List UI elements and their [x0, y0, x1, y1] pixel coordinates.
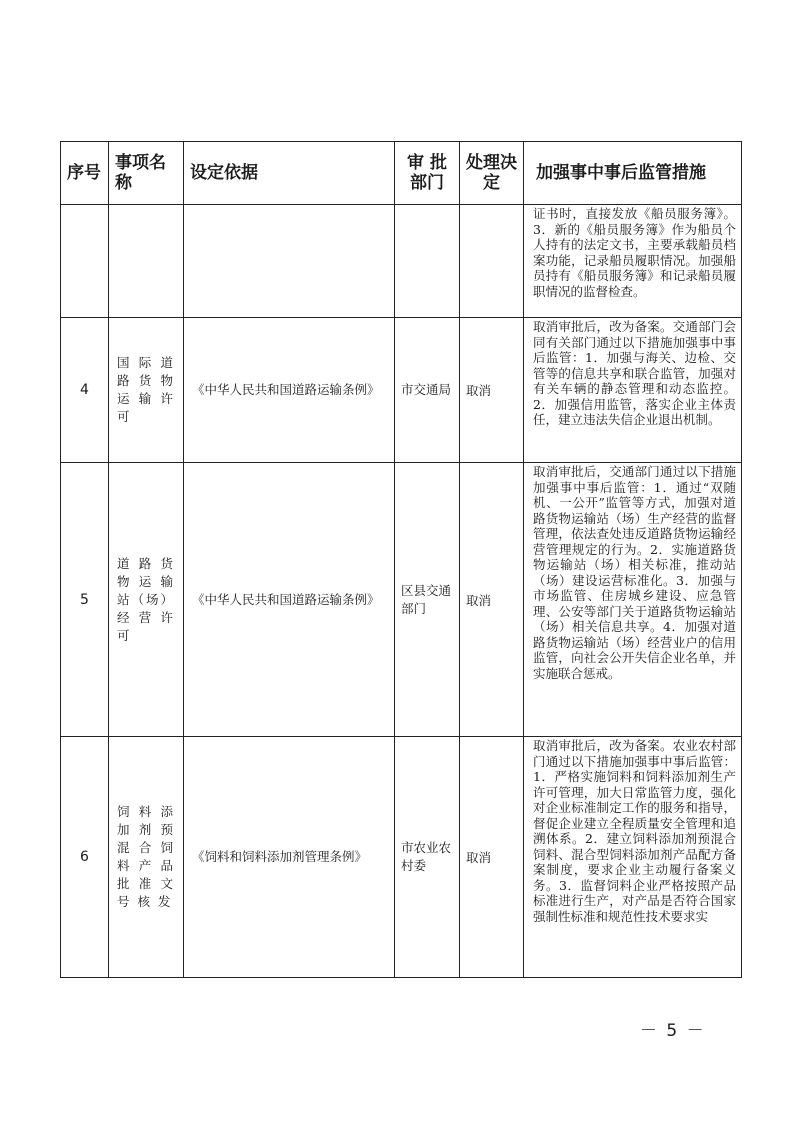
row-number: 5: [61, 463, 109, 737]
supervision-measures: 取消审批后，改为备案。交通部门会同有关部门通过以下措施加强事中事后监管：1．加强与海关、边检、交管等的信息共享和联合监管，加强对有关车辆的静态管理和动态监控。2．加强信用监管，落实企业主体责任，建立违法失信企业退出机制。: [524, 318, 742, 463]
header-decision: 处理决定: [460, 142, 524, 205]
header-row: [61, 142, 742, 205]
legal-basis: [184, 205, 395, 318]
item-name: 国 际 道 路 货 物 运 输 许 可: [109, 318, 184, 463]
header-basis: 设定依据: [184, 142, 395, 205]
approval-table: [60, 141, 742, 978]
decision: 取消: [460, 463, 524, 737]
decision: 取消: [460, 318, 524, 463]
approval-dept: 区县交通部门: [395, 463, 460, 737]
approval-dept: 市农业农村委: [395, 737, 460, 978]
page-number: － 5 －: [640, 1021, 706, 1041]
header-seq: 序号: [61, 142, 109, 205]
legal-basis: 《中华人民共和国道路运输条例》: [184, 318, 395, 463]
approval-dept: 市交通局: [395, 318, 460, 463]
header-name: 事项名称: [109, 142, 184, 205]
item-name: 道 路 货 物 运 输 站（场）经 营 许 可: [109, 463, 184, 737]
table-row: [61, 737, 742, 978]
table-row: [61, 318, 742, 463]
item-name: [109, 205, 184, 318]
header-measures: 加强事中事后监管措施: [524, 142, 742, 205]
approval-dept: [395, 205, 460, 318]
supervision-measures: 取消审批后，改为备案。农业农村部门通过以下措施加强事中事后监管：1．严格实施饲料和饲料添加剂生产许可管理，加大日常监管力度，强化对企业标准制定工作的服务和指导，督促企业建立全程质量安全管理和追溯体系。2．建立饲料添加剂预混合饲料、混合型饲料添加剂产品配方备案制度，要求企业主动履行备案义务。3．监督饲料企业严格按照产品标准进行生产，对产品是否符合国家强制性标准和规范性技术要求实: [524, 737, 742, 978]
row-number: 6: [61, 737, 109, 978]
supervision-measures: 取消审批后，交通部门通过以下措施加强事中事后监管：1．通过“双随机、一公开”监管等方式，加强对道路货物运输站（场）生产经营的监督管理，依法查处违反道路货物运输经营管理规定的行为。2．实施道路货物运输站（场）相关标准，推动站（场）建设运营标准化。3．加强与市场监管、住房城乡建设、应急管理、公安等部门关于道路货物运输站（场）相关信息共享。4．加强对道路货物运输站（场）经营业户的信用监管，向社会公开失信企业名单，并实施联合惩戒。: [524, 463, 742, 737]
item-name: 饲 料 添 加 剂 预 混 合 饲 料 产 品 批 准 文 号 核 发: [109, 737, 184, 978]
header-dept: 审 批部门: [395, 142, 460, 205]
supervision-measures: 证书时，直接发放《船员服务簿》。3．新的《船员服务簿》作为船员个人持有的法定文书，主要承载船员档案功能，记录船员履职情况。加强船员持有《船员服务簿》和记录船员履职情况的监督检查。: [524, 205, 742, 318]
table-row: [61, 205, 742, 318]
decision: 取消: [460, 737, 524, 978]
row-number: 4: [61, 318, 109, 463]
row-number: [61, 205, 109, 318]
table-row: [61, 463, 742, 737]
legal-basis: 《饲料和饲料添加剂管理条例》: [184, 737, 395, 978]
legal-basis: 《中华人民共和国道路运输条例》: [184, 463, 395, 737]
decision: [460, 205, 524, 318]
